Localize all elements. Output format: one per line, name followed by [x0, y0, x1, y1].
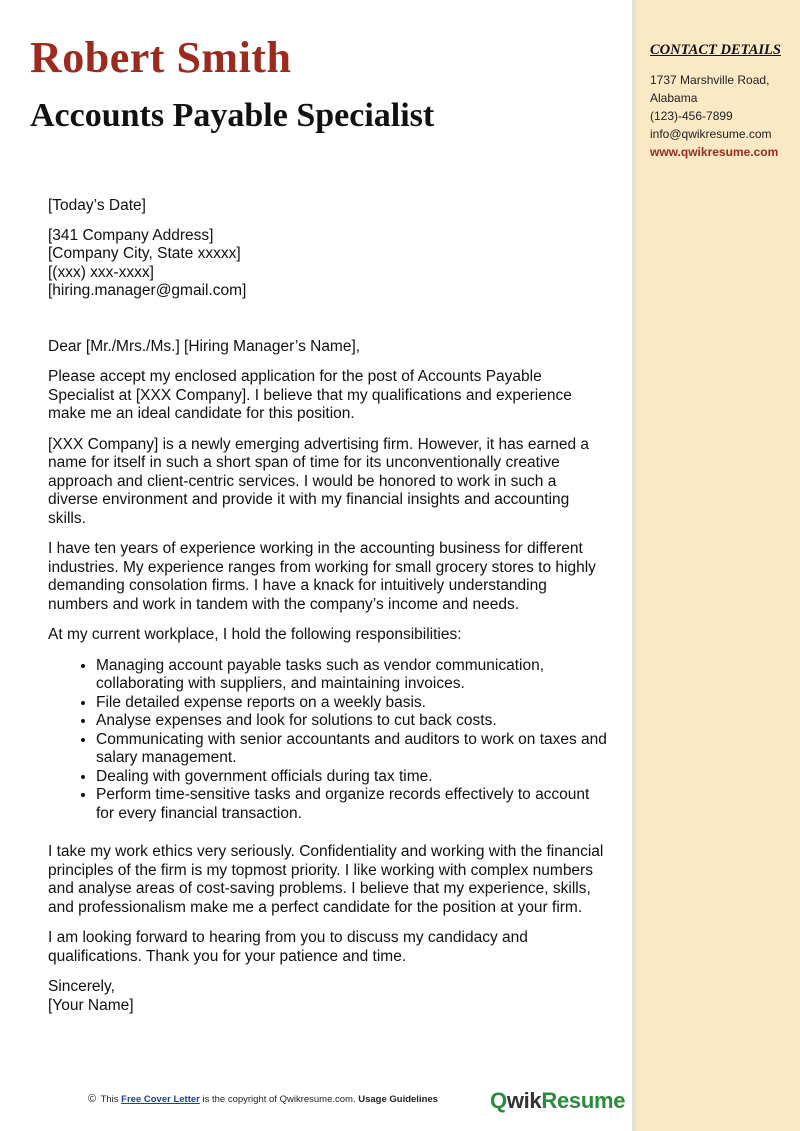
letter-body [48, 197, 608, 1015]
recipient-address-line: [341 Company Address] [48, 226, 214, 244]
list-item: • Analyse expenses and look for solutions to cut back costs. [96, 712, 608, 731]
usage-guidelines-link[interactable]: Usage Guidelines [358, 1094, 438, 1105]
logo-q: Q [490, 1088, 507, 1113]
contact-sidebar [632, 0, 800, 1131]
recipient-city-line: [Company City, State xxxxx] [48, 245, 241, 262]
list-item: • Perform time-sensitive tasks and organize records effectively to account for every financial transaction. [96, 786, 608, 823]
contact-address-line2: Alabama [650, 91, 698, 105]
copyright-icon: © [88, 1093, 97, 1105]
paragraph-closing: I am looking forward to hearing from you to discuss my candidacy and qualifications. Thank you for your patience and time. [48, 929, 528, 965]
contact-email[interactable]: info@qwikresume.com [650, 127, 772, 141]
contact-heading: CONTACT DETAILS [650, 42, 781, 58]
free-cover-letter-link[interactable]: Free Cover Letter [121, 1094, 200, 1105]
job-title: Accounts Payable Specialist [30, 97, 435, 134]
list-item: • Dealing with government officials during tax time. [96, 768, 608, 787]
salutation: Dear [Mr./Mrs./Ms.] [Hiring Manager’s Name], [48, 337, 361, 355]
list-item: • Managing account payable tasks such as vendor communication, collaborating with suppliers, and maintaining invoices. [96, 657, 608, 694]
paragraph-company: [XXX Company] is a newly emerging advertising firm. However, it has earned a name for itself in such a short span of time for its unconventionally creative approach and client-centric services. I would be honored to work in such a diverse environment and provide it with my financial insights and accounting skills. [48, 435, 590, 527]
paragraph-experience: I have ten years of experience working in the accounting business for different industries. My experience ranges from working for small grocery stores to highly demanding consolation firms. I have a knack for intuitively understanding numbers and work in tandem with the company’s income and needs. [48, 540, 596, 613]
copyright-note [88, 1093, 438, 1105]
copyright-text-after: is the copyright of Qwikresume.com. [202, 1094, 356, 1105]
signoff: Sincerely, [48, 978, 115, 995]
signature: [Your Name] [48, 996, 134, 1014]
responsibilities-list [48, 657, 608, 824]
applicant-name: Robert Smith [30, 33, 292, 82]
qwikresume-logo[interactable] [490, 1088, 625, 1114]
contact-website-link[interactable]: www.qwikresume.com [650, 145, 779, 159]
paragraph-ethics: I take my work ethics very seriously. Confidentiality and working with the financial principles of the firm is my topmost priority. I like working with complex numbers and analyse areas of cost-saving problems. I believe that my experience, skills, and professionalism make me a perfect candidate for the position at your firm. [48, 843, 604, 916]
paragraph-intro: Please accept my enclosed application for the post of Accounts Payable Specialist at [XXX Company]. I believe that my qualifications and experience make me an ideal candidate for this position. [48, 368, 572, 422]
list-item: • File detailed expense reports on a weekly basis. [96, 694, 608, 713]
letter-date: [Today’s Date] [48, 197, 146, 214]
list-item: • Communicating with senior accountants and auditors to work on taxes and salary management. [96, 731, 608, 768]
contact-phone: (123)-456-7899 [650, 109, 733, 123]
logo-resume: Resume [541, 1088, 626, 1113]
recipient-email-line: [hiring.manager@gmail.com] [48, 282, 247, 299]
footer [0, 1088, 632, 1116]
recipient-address [48, 227, 608, 301]
recipient-phone-line: [(xxx) xxx-xxxx] [48, 263, 154, 281]
copyright-text-before: This [100, 1094, 119, 1105]
contact-address-line1: 1737 Marshville Road, [650, 73, 770, 87]
logo-wik: wik [506, 1088, 542, 1113]
paragraph-responsibilities-intro: At my current workplace, I hold the following responsibilities: [48, 626, 462, 643]
